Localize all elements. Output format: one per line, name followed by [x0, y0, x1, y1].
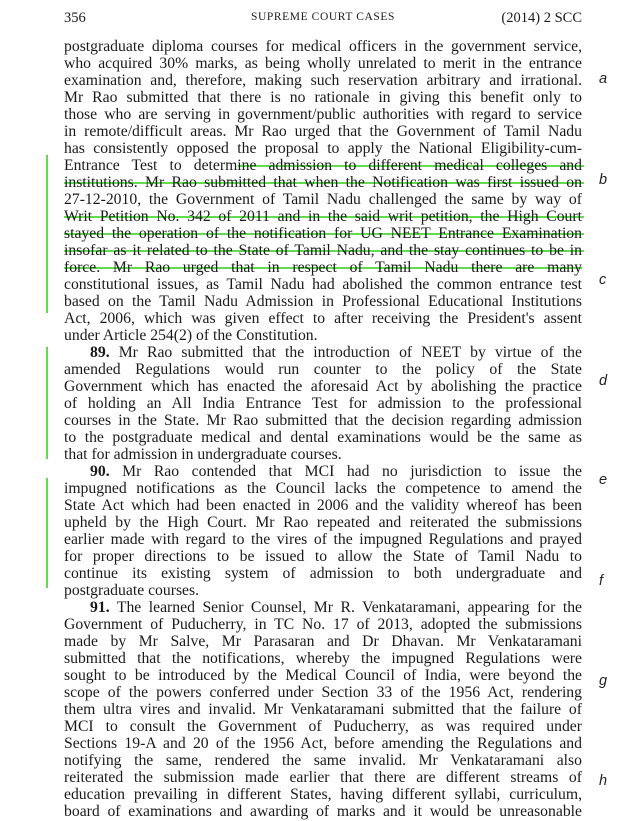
text-line: postgraduate diploma courses for medical officers in the government service,	[64, 38, 582, 55]
text-line: of holding an All India Entrance Test for admission to the professional	[64, 395, 582, 412]
paragraph-number: 89.	[90, 344, 110, 361]
text-line: them ultra vires and invalid. Mr Venkataramani submitted that the failure of	[64, 701, 582, 718]
text-line: institutions. Mr Rao submitted that when the Notification was first issued on	[64, 174, 582, 191]
paragraph-number: 91.	[90, 599, 110, 616]
page-number: 356	[64, 10, 86, 26]
text-line: in remote/difficult areas. Mr Rao urged that the Government of Tamil Nadu	[64, 123, 582, 140]
text-line: education prevailing in different States, having different syllabi, curriculum,	[64, 786, 582, 803]
text-line: notifying the same, rendered the same invalid. Mr Venkataramani also	[64, 752, 582, 769]
text-line: to the postgraduate medical and dental examinations would be the same as	[64, 429, 582, 446]
text-line: postgraduate courses.	[64, 582, 200, 599]
text-line: courses in the State. Mr Rao submitted that the decision regarding admission	[64, 412, 582, 429]
reporter-title: SUPREME COURT CASES	[250, 11, 396, 23]
text-span: The learned Senior Counsel, Mr R. Venkataramani, appearing for the	[116, 599, 582, 616]
text-line: sought to be introduced by the Medical Council of India, were beyond the	[64, 667, 582, 684]
text-line: Sections 19-A and 20 of the 1956 Act, before amending the Regulations and	[64, 735, 582, 752]
text-line: that for admission in undergraduate courses.	[64, 446, 342, 463]
paragraph-number: 90.	[90, 463, 110, 480]
text-line: under Article 254(2) of the Constitution.	[64, 327, 318, 344]
text-line: scope of the powers conferred under Section 33 of the 1956 Act, rendering	[64, 684, 582, 701]
text-line: based on the Tamil Nadu Admission in Professional Educational Institutions	[64, 293, 582, 310]
text-span: Mr Rao contended that MCI had no jurisdiction to issue the	[122, 463, 583, 480]
text-line: board of examinations and awarding of marks and it would be unreasonable	[64, 803, 582, 820]
margin-letter: a	[599, 71, 608, 87]
text-line: insofar as it related to the State of Tamil Nadu, and the stay continues to be in	[64, 242, 582, 259]
highlight-margin-bar	[46, 478, 48, 588]
text-line: for proper directions to be issued to allow the State of Tamil Nadu to	[64, 548, 582, 565]
margin-letter: h	[599, 773, 608, 789]
text-line: reiterated the submission made earlier that there are different streams of	[64, 769, 582, 786]
text-line: continue its existing system of admission to both undergraduate and	[64, 565, 582, 582]
text-line: upheld by the High Court. Mr Rao repeated and reiterated the submissions	[64, 514, 582, 531]
highlight-margin-bar	[46, 155, 48, 313]
text-line: those who are serving in government/public authorities with regard to service	[64, 106, 582, 123]
paragraph-89-first-line	[90, 344, 582, 361]
text-line: made by Mr Salve, Mr Parasaran and Dr Dhavan. Mr Venkataramani	[64, 633, 582, 650]
margin-letter: b	[599, 172, 608, 188]
text-line: earlier made with regard to the vires of the impugned Regulations and prayed	[64, 531, 582, 548]
margin-letter: c	[599, 272, 607, 288]
text-line: who acquired 30% marks, as being wholly unrelated to merit in the entrance	[64, 55, 582, 72]
text-line: stayed the operation of the notification for UG NEET Entrance Examination	[64, 225, 582, 242]
text-line: Act, 2006, which was given effect to after receiving the President's assent	[64, 310, 582, 327]
text-line: submitted that the notifications, whereby the impugned Regulations were	[64, 650, 582, 667]
running-header	[64, 10, 582, 28]
volume-citation: (2014) 2 SCC	[501, 10, 582, 26]
margin-letter: e	[599, 472, 608, 488]
text-line: impugned notifications as the Council lacks the competence to amend the	[64, 480, 582, 497]
text-line: Government which has enacted the aforesaid Act by abolishing the practice	[64, 378, 582, 395]
text-line: examination and, therefore, making such reservation arbitrary and irrational.	[64, 72, 582, 89]
paragraph-90-first-line	[90, 463, 582, 480]
margin-letter: d	[599, 373, 608, 389]
text-line: Entrance Test to determine admission to different medical colleges and	[64, 157, 582, 174]
text-line: constitutional issues, as Tamil Nadu had abolished the common entrance test	[64, 276, 582, 293]
paragraph-91-first-line	[90, 599, 582, 616]
text-line: State Act which had been enacted in 2006 and the validity whereof has been	[64, 497, 582, 514]
text-line: Government of Puducherry, in TC No. 17 of 2013, adopted the submissions	[64, 616, 582, 633]
margin-letter: g	[599, 673, 608, 689]
text-line: Mr Rao submitted that there is no rationale in giving this benefit only to	[64, 89, 582, 106]
text-span: Mr Rao submitted that the introduction of NEET by virtue of the	[118, 344, 582, 361]
text-line: amended Regulations would run counter to the policy of the State	[64, 361, 582, 378]
text-line: force. Mr Rao urged that in respect of Tamil Nadu there are many	[64, 259, 582, 276]
highlight-margin-bar	[46, 347, 48, 459]
text-line: Writ Petition No. 342 of 2011 and in the said writ petition, the High Court	[64, 208, 582, 225]
text-line: 27-12-2010, the Government of Tamil Nadu challenged the same by way of	[64, 191, 582, 208]
text-line: has consistently opposed the proposal to apply the National Eligibility-cum-	[64, 140, 582, 157]
margin-letter: f	[599, 573, 604, 589]
text-line: MCI to consult the Government of Puducherry, as was required under	[64, 718, 582, 735]
